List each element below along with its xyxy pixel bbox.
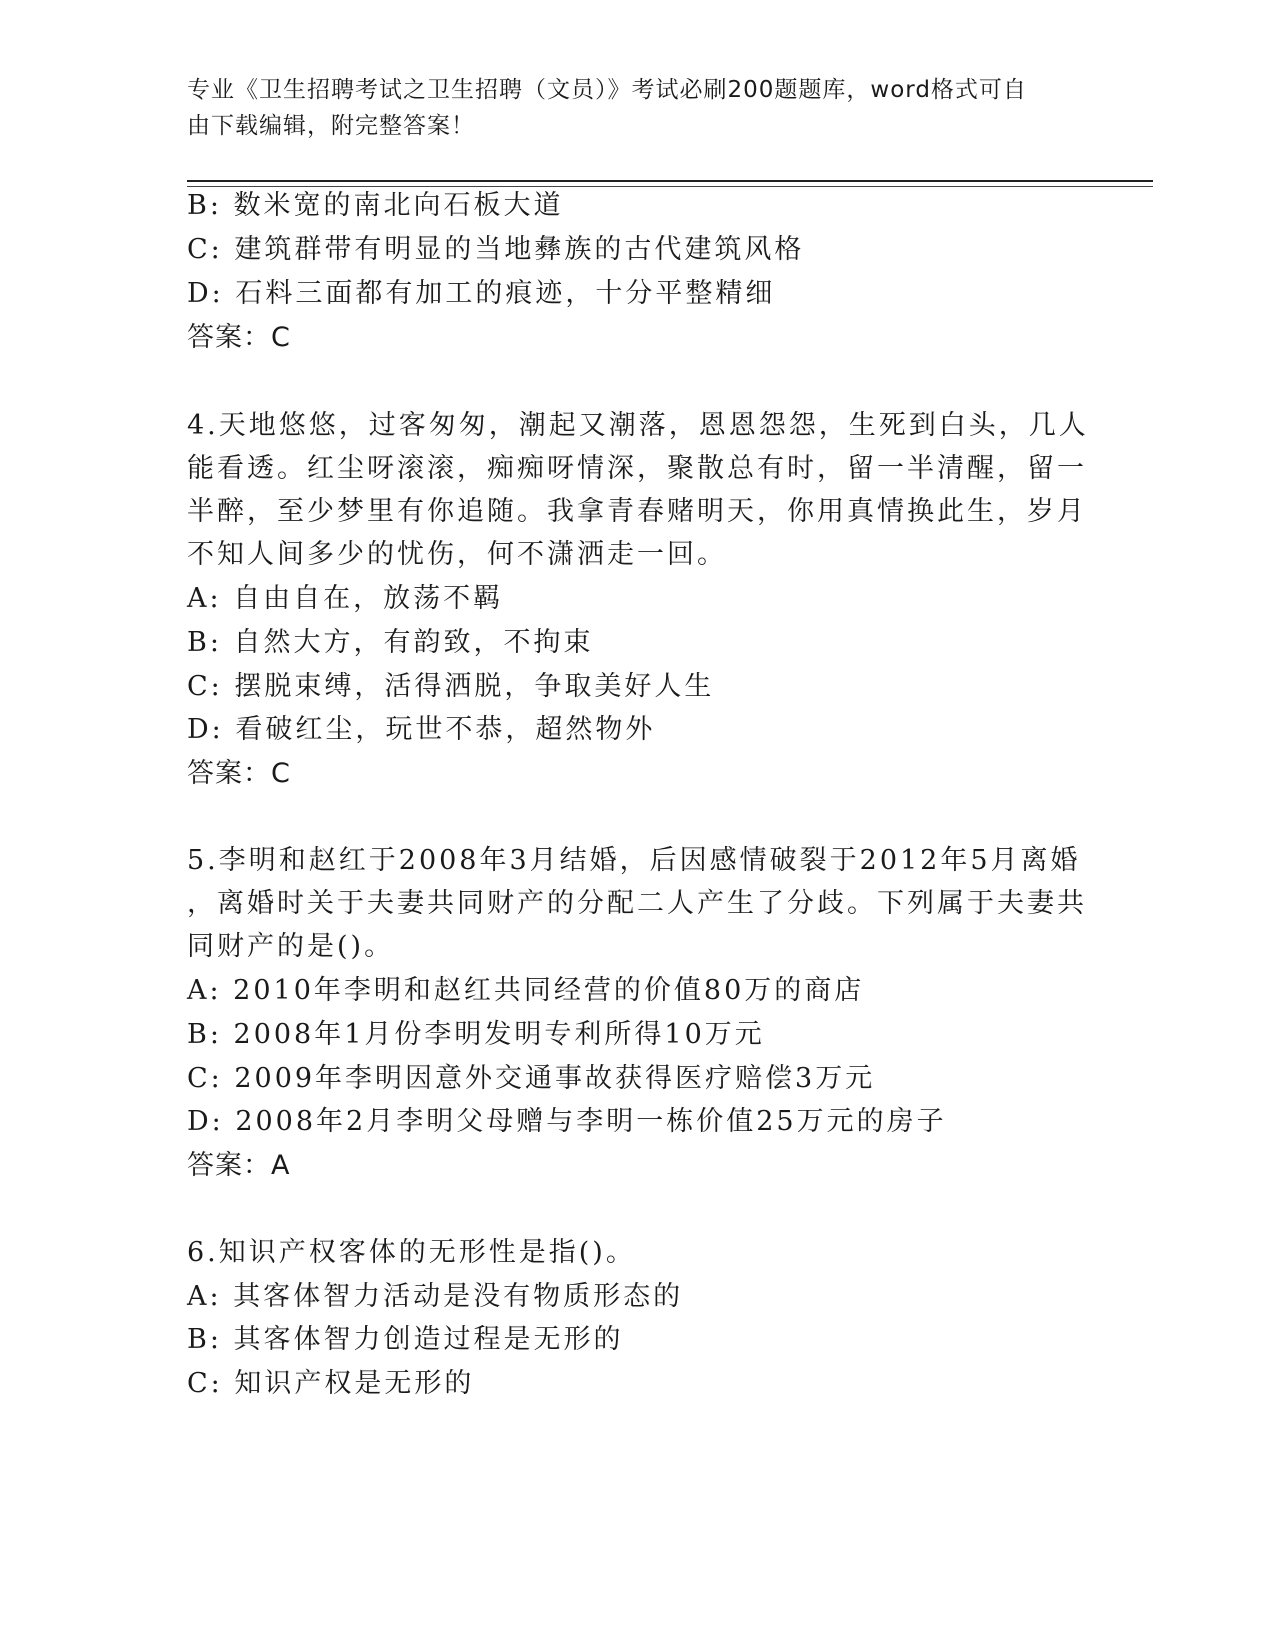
- document-header: [187, 72, 1067, 144]
- q4-stem-line-3: 半醉，至少梦里有你追随。我拿青春赌明天，你用真情换此生，岁月: [187, 496, 1087, 527]
- q4-option-d: D: 看破红尘，玩世不恭，超然物外: [187, 714, 656, 745]
- q5-stem-line-3: 同财产的是()。: [187, 931, 395, 962]
- header-line-2: 由下载编辑，附完整答案！: [187, 113, 475, 139]
- q6-option-a: A: 其客体智力活动是没有物质形态的: [187, 1281, 684, 1312]
- q6-option-c: C: 知识产权是无形的: [187, 1368, 475, 1399]
- header-divider-thin: [187, 186, 1153, 187]
- q5-stem-line-2: ，离婚时关于夫妻共同财产的分配二人产生了分歧。下列属于夫妻共: [187, 888, 1087, 919]
- q5-answer: 答案：A: [187, 1150, 291, 1181]
- q4-option-b: B: 自然大方，有韵致，不拘束: [187, 627, 594, 658]
- header-divider-thick: [187, 180, 1153, 182]
- q4-answer: 答案：C: [187, 758, 291, 789]
- q4-option-a: A: 自由自在，放荡不羁: [187, 583, 504, 614]
- q4-stem-line-4: 不知人间多少的忧伤，何不潇洒走一回。: [187, 539, 727, 570]
- q3-answer: 答案：C: [187, 322, 291, 353]
- q5-option-a: A: 2010年李明和赵红共同经营的价值80万的商店: [187, 975, 865, 1006]
- q6-stem: 6.知识产权客体的无形性是指()。: [187, 1237, 636, 1268]
- q3-option-b: B: 数米宽的南北向石板大道: [187, 190, 564, 221]
- q6-option-b: B: 其客体智力创造过程是无形的: [187, 1324, 624, 1355]
- q3-option-c: C: 建筑群带有明显的当地彝族的古代建筑风格: [187, 234, 805, 265]
- q3-option-d: D: 石料三面都有加工的痕迹，十分平整精细: [187, 278, 776, 309]
- q5-option-c: C: 2009年李明因意外交通事故获得医疗赔偿3万元: [187, 1063, 876, 1094]
- q5-option-b: B: 2008年1月份李明发明专利所得10万元: [187, 1019, 765, 1050]
- header-line-1: 专业《卫生招聘考试之卫生招聘（文员）》考试必刷200题题库，word格式可自: [187, 77, 1027, 103]
- q4-stem-line-1: 4.天地悠悠，过客匆匆，潮起又潮落，恩恩怨怨，生死到白头，几人: [187, 410, 1089, 441]
- q4-option-c: C: 摆脱束缚，活得洒脱，争取美好人生: [187, 671, 715, 702]
- q4-stem-line-2: 能看透。红尘呀滚滚，痴痴呀情深，聚散总有时，留一半清醒，留一: [187, 453, 1087, 484]
- q5-option-d: D: 2008年2月李明父母赠与李明一栋价值25万元的房子: [187, 1106, 947, 1137]
- q5-stem-line-1: 5.李明和赵红于2008年3月结婚，后因感情破裂于2012年5月离婚: [187, 845, 1081, 876]
